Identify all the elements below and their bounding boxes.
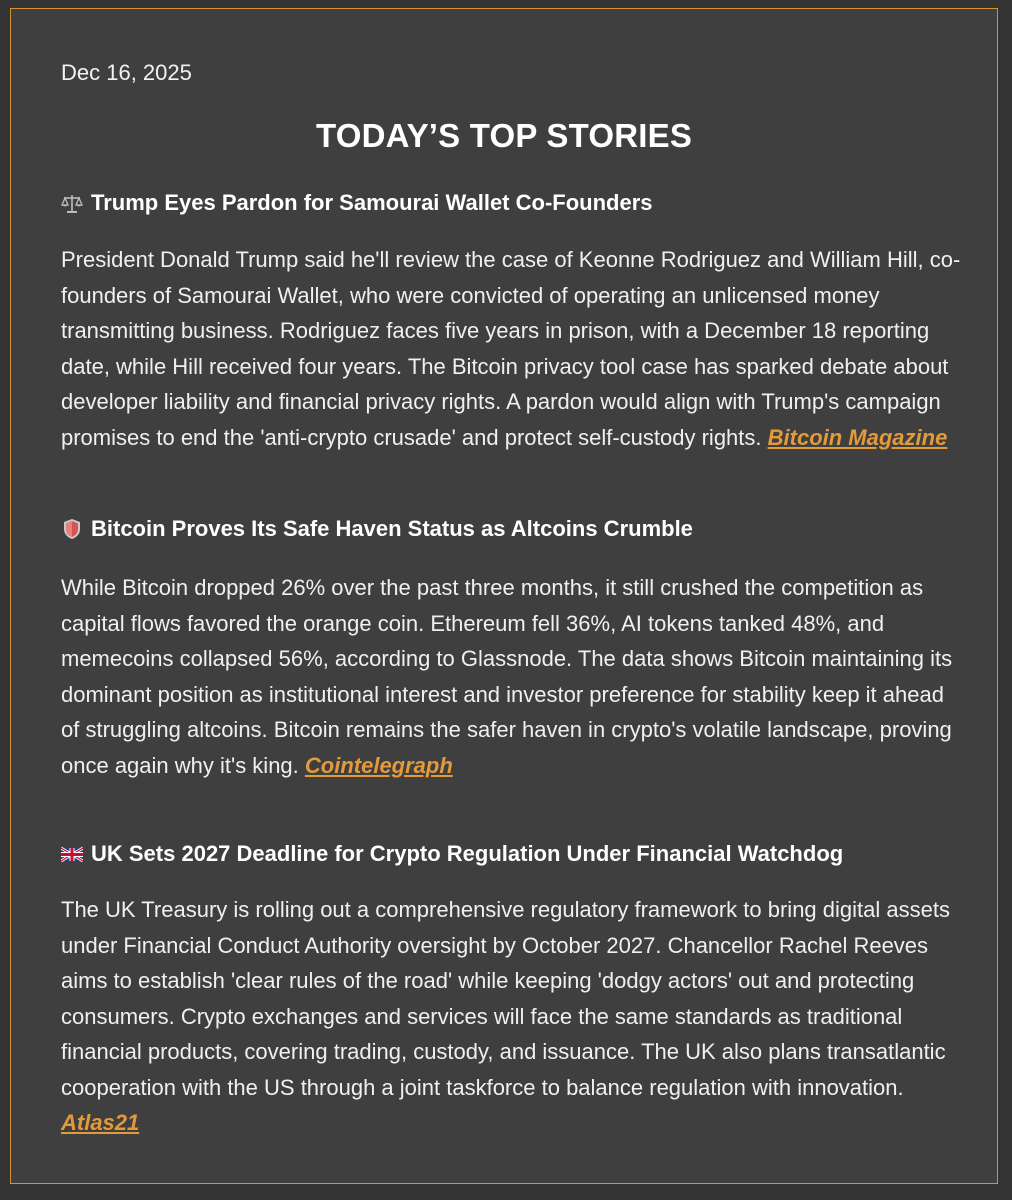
story-headline [61, 516, 693, 542]
source-link[interactable]: Atlas21 [61, 1110, 140, 1135]
story-text: The UK Treasury is rolling out a comprehensive regulatory framework to bring digital assets under Financial Conduct Authority oversight by October 2027. Chancellor Rachel Reeves aims to establish 'clear rules of the road' while keeping 'dodgy actors' out and protecting consumers. Crypto exchanges and services will face the same standards as traditional financial products, covering trading, custody, and issuance. The UK also plans transatlantic cooperation with the US through a joint taskforce to balance regulation with innovation. [61, 897, 950, 1100]
uk-flag-icon [61, 843, 83, 865]
story-headline-text: UK Sets 2027 Deadline for Crypto Regulation Under Financial Watchdog [91, 841, 844, 866]
scales-icon [61, 192, 83, 214]
story-text: While Bitcoin dropped 26% over the past three months, it still crushed the competition as capital flows favored the orange coin. Ethereum fell 36%, AI tokens tanked 48%, and memecoins collapsed 56%, according to Glassnode. The data shows Bitcoin maintaining its dominant position as institutional interest and investor preference for stability keep it ahead of struggling altcoins. Bitcoin remains the safer haven in crypto's volatile landscape, proving once again why it's king. [61, 575, 953, 778]
source-link[interactable]: Bitcoin Magazine [767, 424, 948, 450]
story-body [61, 570, 961, 783]
issue-date: Dec 16, 2025 [61, 60, 192, 85]
newsletter-card [10, 8, 998, 1184]
story-text: President Donald Trump said he'll review the case of Keonne Rodriguez and William Hill, co-founders of Samourai Wallet, who were convicted of operating an unlicensed money transmitting business. Rodriguez faces five years in prison, with a December 18 reporting date, while Hill received four years. The Bitcoin privacy tool case has sparked debate about developer liability and financial privacy rights. A pardon would align with Trump's campaign promises to end the 'anti-crypto crusade' and protect self-custody rights. [61, 247, 961, 450]
shield-icon [61, 518, 83, 540]
source-link[interactable]: Cointelegraph [304, 752, 453, 778]
story-headline [61, 190, 653, 216]
story-body [61, 892, 961, 1141]
story-headline [61, 841, 843, 867]
story-headline-text: Bitcoin Proves Its Safe Haven Status as Altcoins Crumble [91, 516, 693, 541]
story-headline-text: Trump Eyes Pardon for Samourai Wallet Co-Founders [91, 190, 653, 215]
page-title: TODAY’S TOP STORIES [315, 117, 693, 154]
story-body [61, 242, 961, 455]
